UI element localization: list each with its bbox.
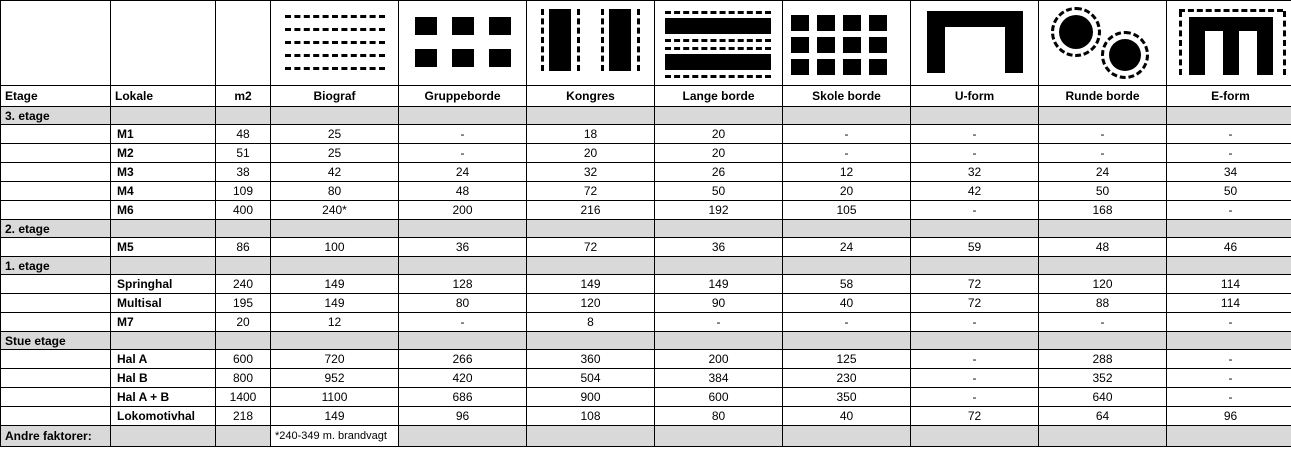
cell-etage xyxy=(1,313,111,332)
cell-gruppeborde: 80 xyxy=(399,294,527,313)
e-shape-icon xyxy=(1167,1,1291,86)
section-filler xyxy=(271,107,399,125)
cell-lokale: Multisal xyxy=(111,294,216,313)
cell-biograf: 240* xyxy=(271,201,399,220)
cell-uform: - xyxy=(911,201,1039,220)
cell-biograf: 100 xyxy=(271,238,399,257)
section-title: 2. etage xyxy=(1,220,111,238)
section-filler xyxy=(1039,332,1167,350)
cell-kongres: 216 xyxy=(527,201,655,220)
cell-m2: 600 xyxy=(216,350,271,369)
footer-filler xyxy=(1039,426,1167,447)
cell-m2: 20 xyxy=(216,313,271,332)
cell-m2: 109 xyxy=(216,182,271,201)
col-header-etage: Etage xyxy=(1,86,111,107)
section-filler xyxy=(527,220,655,238)
section-filler xyxy=(111,220,216,238)
cell-skole: 125 xyxy=(783,350,911,369)
cell-eform: 114 xyxy=(1167,275,1291,294)
cell-uform: - xyxy=(911,388,1039,407)
cell-kongres: 149 xyxy=(527,275,655,294)
cell-skole: 350 xyxy=(783,388,911,407)
table-row xyxy=(1,369,1291,388)
cell-eform: 46 xyxy=(1167,238,1291,257)
footer-row xyxy=(1,426,1291,447)
section-filler xyxy=(111,107,216,125)
cell-lange: 149 xyxy=(655,275,783,294)
cell-biograf: 720 xyxy=(271,350,399,369)
section-filler xyxy=(783,107,911,125)
cell-biograf: 80 xyxy=(271,182,399,201)
cell-runde: 352 xyxy=(1039,369,1167,388)
long-tables-icon xyxy=(655,1,783,86)
cell-skole: 58 xyxy=(783,275,911,294)
cell-runde: - xyxy=(1039,313,1167,332)
cell-lokale: M2 xyxy=(111,144,216,163)
section-filler xyxy=(216,332,271,350)
footer-filler xyxy=(216,426,271,447)
section-filler xyxy=(527,332,655,350)
cell-etage xyxy=(1,388,111,407)
cell-gruppeborde: 24 xyxy=(399,163,527,182)
cell-etage xyxy=(1,350,111,369)
cell-kongres: 72 xyxy=(527,238,655,257)
cell-lokale: Lokomotivhal xyxy=(111,407,216,426)
section-filler xyxy=(216,107,271,125)
cell-kongres: 72 xyxy=(527,182,655,201)
cell-lange: 200 xyxy=(655,350,783,369)
section-filler xyxy=(1039,107,1167,125)
cell-skole: 105 xyxy=(783,201,911,220)
cell-kongres: 20 xyxy=(527,144,655,163)
cell-biograf: 952 xyxy=(271,369,399,388)
col-header-u-form: U-form xyxy=(911,86,1039,107)
classroom-tables-icon xyxy=(783,1,911,86)
cell-lokale: M6 xyxy=(111,201,216,220)
cell-uform: - xyxy=(911,125,1039,144)
u-shape-icon xyxy=(911,1,1039,86)
cell-skole: 40 xyxy=(783,294,911,313)
section-filler xyxy=(527,257,655,275)
section-filler xyxy=(783,332,911,350)
section-filler xyxy=(911,107,1039,125)
cell-gruppeborde: 266 xyxy=(399,350,527,369)
cell-gruppeborde: - xyxy=(399,144,527,163)
section-row xyxy=(1,107,1291,125)
cell-runde: 64 xyxy=(1039,407,1167,426)
section-title: 3. etage xyxy=(1,107,111,125)
cell-runde: 50 xyxy=(1039,182,1167,201)
table-row xyxy=(1,125,1291,144)
col-header-biograf: Biograf xyxy=(271,86,399,107)
footer-filler xyxy=(783,426,911,447)
cell-m2: 1400 xyxy=(216,388,271,407)
section-filler xyxy=(399,332,527,350)
cell-m2: 86 xyxy=(216,238,271,257)
cell-etage xyxy=(1,144,111,163)
cell-eform: - xyxy=(1167,125,1291,144)
cell-lange: 90 xyxy=(655,294,783,313)
section-filler xyxy=(1167,220,1291,238)
cell-lange: 20 xyxy=(655,125,783,144)
table-row xyxy=(1,163,1291,182)
cell-lange: 20 xyxy=(655,144,783,163)
cell-lange: 26 xyxy=(655,163,783,182)
cell-runde: - xyxy=(1039,125,1167,144)
cell-lange: 192 xyxy=(655,201,783,220)
section-filler xyxy=(271,332,399,350)
col-header-skole-borde: Skole borde xyxy=(783,86,911,107)
cell-runde: 48 xyxy=(1039,238,1167,257)
section-filler xyxy=(216,257,271,275)
congress-icon xyxy=(527,1,655,86)
cell-gruppeborde: - xyxy=(399,125,527,144)
cell-kongres: 900 xyxy=(527,388,655,407)
cell-eform: - xyxy=(1167,350,1291,369)
section-filler xyxy=(655,220,783,238)
footer-filler xyxy=(1167,426,1291,447)
cell-etage xyxy=(1,182,111,201)
cell-gruppeborde: - xyxy=(399,313,527,332)
cell-m2: 38 xyxy=(216,163,271,182)
section-filler xyxy=(655,107,783,125)
cell-eform: 34 xyxy=(1167,163,1291,182)
cell-kongres: 18 xyxy=(527,125,655,144)
cell-gruppeborde: 128 xyxy=(399,275,527,294)
cell-runde: 168 xyxy=(1039,201,1167,220)
table-row xyxy=(1,275,1291,294)
cell-etage xyxy=(1,369,111,388)
section-filler xyxy=(111,257,216,275)
cell-gruppeborde: 420 xyxy=(399,369,527,388)
section-row xyxy=(1,257,1291,275)
icon-cell-etage xyxy=(1,1,111,86)
footer-label: Andre faktorer: xyxy=(1,426,111,447)
round-tables-icon xyxy=(1039,1,1167,86)
cell-runde: 88 xyxy=(1039,294,1167,313)
cell-uform: - xyxy=(911,144,1039,163)
table-row xyxy=(1,407,1291,426)
cell-etage xyxy=(1,201,111,220)
cell-eform: 50 xyxy=(1167,182,1291,201)
cell-kongres: 32 xyxy=(527,163,655,182)
cell-lokale: M1 xyxy=(111,125,216,144)
cell-lokale: Springhal xyxy=(111,275,216,294)
cell-kongres: 120 xyxy=(527,294,655,313)
cell-lange: 384 xyxy=(655,369,783,388)
cell-gruppeborde: 686 xyxy=(399,388,527,407)
cell-eform: - xyxy=(1167,201,1291,220)
section-filler xyxy=(911,257,1039,275)
theatre-rows-icon xyxy=(271,1,399,86)
section-row xyxy=(1,332,1291,350)
section-filler xyxy=(271,220,399,238)
table-row xyxy=(1,201,1291,220)
cell-kongres: 504 xyxy=(527,369,655,388)
footer-filler xyxy=(911,426,1039,447)
cell-biograf: 25 xyxy=(271,144,399,163)
cell-skole: - xyxy=(783,313,911,332)
cell-skole: 12 xyxy=(783,163,911,182)
cell-gruppeborde: 96 xyxy=(399,407,527,426)
cell-kongres: 8 xyxy=(527,313,655,332)
table-row xyxy=(1,388,1291,407)
section-filler xyxy=(783,220,911,238)
group-tables-icon xyxy=(399,1,527,86)
cell-etage xyxy=(1,125,111,144)
cell-kongres: 108 xyxy=(527,407,655,426)
cell-runde: 120 xyxy=(1039,275,1167,294)
table-row xyxy=(1,182,1291,201)
cell-lokale: Hal A + B xyxy=(111,388,216,407)
table-row xyxy=(1,313,1291,332)
section-filler xyxy=(655,257,783,275)
table-header-row xyxy=(1,86,1291,107)
cell-eform: 114 xyxy=(1167,294,1291,313)
icon-cell-m2 xyxy=(216,1,271,86)
footer-filler xyxy=(655,426,783,447)
cell-lange: 600 xyxy=(655,388,783,407)
section-filler xyxy=(216,220,271,238)
section-filler xyxy=(271,257,399,275)
cell-uform: 72 xyxy=(911,294,1039,313)
cell-skole: 20 xyxy=(783,182,911,201)
col-header-lange-borde: Lange borde xyxy=(655,86,783,107)
cell-m2: 51 xyxy=(216,144,271,163)
cell-lange: 36 xyxy=(655,238,783,257)
cell-eform: - xyxy=(1167,144,1291,163)
cell-lokale: Hal A xyxy=(111,350,216,369)
cell-lokale: M7 xyxy=(111,313,216,332)
cell-m2: 218 xyxy=(216,407,271,426)
cell-eform: - xyxy=(1167,369,1291,388)
section-filler xyxy=(655,332,783,350)
footer-filler xyxy=(527,426,655,447)
cell-lange: 80 xyxy=(655,407,783,426)
cell-skole: - xyxy=(783,125,911,144)
section-filler xyxy=(783,257,911,275)
cell-uform: 42 xyxy=(911,182,1039,201)
cell-uform: - xyxy=(911,369,1039,388)
cell-uform: 72 xyxy=(911,407,1039,426)
section-filler xyxy=(911,220,1039,238)
cell-runde: - xyxy=(1039,144,1167,163)
cell-m2: 48 xyxy=(216,125,271,144)
section-filler xyxy=(1039,257,1167,275)
cell-lokale: M3 xyxy=(111,163,216,182)
table-row xyxy=(1,294,1291,313)
cell-lange: 50 xyxy=(655,182,783,201)
cell-biograf: 25 xyxy=(271,125,399,144)
cell-biograf: 149 xyxy=(271,294,399,313)
col-header-kongres: Kongres xyxy=(527,86,655,107)
cell-gruppeborde: 48 xyxy=(399,182,527,201)
cell-lange: - xyxy=(655,313,783,332)
cell-runde: 640 xyxy=(1039,388,1167,407)
col-header-runde-borde: Runde borde xyxy=(1039,86,1167,107)
cell-eform: 96 xyxy=(1167,407,1291,426)
cell-runde: 288 xyxy=(1039,350,1167,369)
col-header-lokale: Lokale xyxy=(111,86,216,107)
cell-lokale: M5 xyxy=(111,238,216,257)
cell-etage xyxy=(1,163,111,182)
cell-m2: 240 xyxy=(216,275,271,294)
cell-uform: - xyxy=(911,350,1039,369)
cell-m2: 800 xyxy=(216,369,271,388)
section-filler xyxy=(399,107,527,125)
section-title: 1. etage xyxy=(1,257,111,275)
cell-etage xyxy=(1,407,111,426)
cell-biograf: 42 xyxy=(271,163,399,182)
cell-biograf: 149 xyxy=(271,275,399,294)
cell-biograf: 12 xyxy=(271,313,399,332)
section-row xyxy=(1,220,1291,238)
cell-uform: 32 xyxy=(911,163,1039,182)
section-filler xyxy=(399,220,527,238)
cell-lokale: Hal B xyxy=(111,369,216,388)
section-filler xyxy=(1167,257,1291,275)
table-row xyxy=(1,238,1291,257)
cell-uform: 59 xyxy=(911,238,1039,257)
table-row xyxy=(1,350,1291,369)
section-filler xyxy=(399,257,527,275)
cell-gruppeborde: 200 xyxy=(399,201,527,220)
table-icon-header-row xyxy=(1,1,1291,86)
cell-eform: - xyxy=(1167,313,1291,332)
icon-cell-lokale xyxy=(111,1,216,86)
cell-biograf: 149 xyxy=(271,407,399,426)
section-filler xyxy=(527,107,655,125)
cell-etage xyxy=(1,275,111,294)
cell-lokale: M4 xyxy=(111,182,216,201)
cell-skole: 40 xyxy=(783,407,911,426)
cell-kongres: 360 xyxy=(527,350,655,369)
cell-m2: 400 xyxy=(216,201,271,220)
cell-biograf: 1100 xyxy=(271,388,399,407)
col-header-m2: m2 xyxy=(216,86,271,107)
cell-etage xyxy=(1,294,111,313)
section-title: Stue etage xyxy=(1,332,111,350)
section-filler xyxy=(911,332,1039,350)
section-filler xyxy=(1039,220,1167,238)
footer-filler xyxy=(399,426,527,447)
cell-eform: - xyxy=(1167,388,1291,407)
cell-skole: - xyxy=(783,144,911,163)
col-header-gruppeborde: Gruppeborde xyxy=(399,86,527,107)
cell-m2: 195 xyxy=(216,294,271,313)
section-filler xyxy=(1167,107,1291,125)
cell-gruppeborde: 36 xyxy=(399,238,527,257)
col-header-e-form: E-form xyxy=(1167,86,1291,107)
footer-note: *240-349 m. brandvagt xyxy=(271,426,399,447)
cell-skole: 24 xyxy=(783,238,911,257)
cell-etage xyxy=(1,238,111,257)
cell-uform: 72 xyxy=(911,275,1039,294)
cell-uform: - xyxy=(911,313,1039,332)
table-row xyxy=(1,144,1291,163)
cell-skole: 230 xyxy=(783,369,911,388)
footer-filler xyxy=(111,426,216,447)
cell-runde: 24 xyxy=(1039,163,1167,182)
section-filler xyxy=(111,332,216,350)
section-filler xyxy=(1167,332,1291,350)
